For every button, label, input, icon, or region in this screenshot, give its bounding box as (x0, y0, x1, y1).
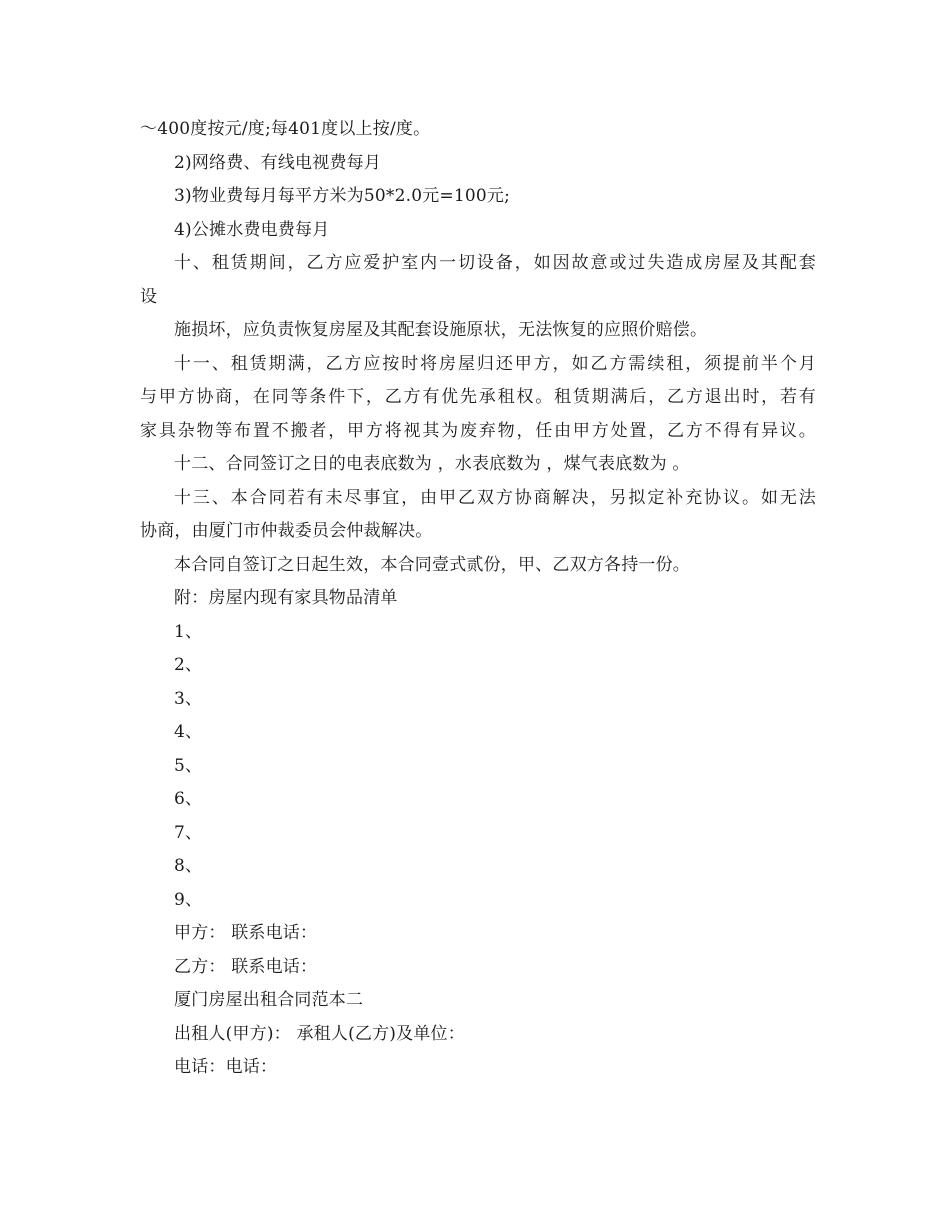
list-item: 5、 (174, 755, 203, 776)
list-item: 6、 (174, 789, 203, 809)
list-item: 7、 (174, 822, 203, 843)
clause-12: 十二、合同签订之日的电表底数为 ，水表底数为 ，煤气表底数为 。 (174, 454, 690, 474)
clause-13-line-1: 十三、本合同若有未尽事宜，由甲乙双方协商解决，另拟定补充协议。如无法 (174, 487, 816, 508)
clause-13-line-2: 协商，由厦门市仲裁委员会仲裁解决。 (140, 521, 433, 541)
list-item: 8、 (174, 856, 203, 876)
list-item: 3、 (174, 688, 203, 709)
list-item: 4、 (174, 722, 203, 742)
clause-11-line-2: 与甲方协商，在同等条件下，乙方有优先承租权。租赁期满后，乙方退出时，若有 (140, 387, 816, 407)
appendix-title: 附：房屋内现有家具物品清单 (174, 588, 398, 608)
party-a-contact: 甲方： 联系电话： (174, 923, 318, 943)
party-b-contact: 乙方： 联系电话： (174, 956, 318, 977)
clause-11-line-3: 家具杂物等布置不搬者，甲方将视其为废弃物，任由甲方处置，乙方不得有异议。 (140, 420, 816, 441)
lessor-lessee-line: 出租人(甲方)： 承租人(乙方)及单位： (174, 1023, 465, 1044)
clause-10-line-1: 十、租赁期间，乙方应爱护室内一切设备，如因故意或过失造成房屋及其配套 (174, 253, 816, 273)
clause-10-line-2: 设 (140, 286, 158, 307)
text-line-shared-utilities: 4)公摊水费电费每月 (174, 219, 330, 240)
clause-10-line-3: 施损坏，应负责恢复房屋及其配套设施原状，无法恢复的应照价赔偿。 (174, 320, 708, 340)
text-line-network-fee: 2)网络费、有线电视费每月 (174, 152, 382, 173)
phone-line: 电话：电话： (174, 1057, 278, 1077)
template-two-title: 厦门房屋出租合同范本二 (174, 990, 364, 1010)
text-line-property-fee: 3)物业费每月每平方米为50*2.0元=100元; (174, 186, 511, 206)
list-item: 2、 (174, 655, 203, 675)
effectiveness-clause: 本合同自签订之日起生效，本合同壹式贰份，甲、乙双方各持一份。 (174, 554, 690, 575)
list-item: 1、 (174, 621, 203, 642)
text-line-electricity-rate: ～400度按元/度;每401度以上按/度。 (140, 119, 431, 139)
clause-11-line-1: 十一、租赁期满，乙方应按时将房屋归还甲方，如乙方需续租，须提前半个月 (174, 353, 816, 374)
document-body (140, 113, 816, 1085)
list-item: 9、 (174, 889, 203, 910)
